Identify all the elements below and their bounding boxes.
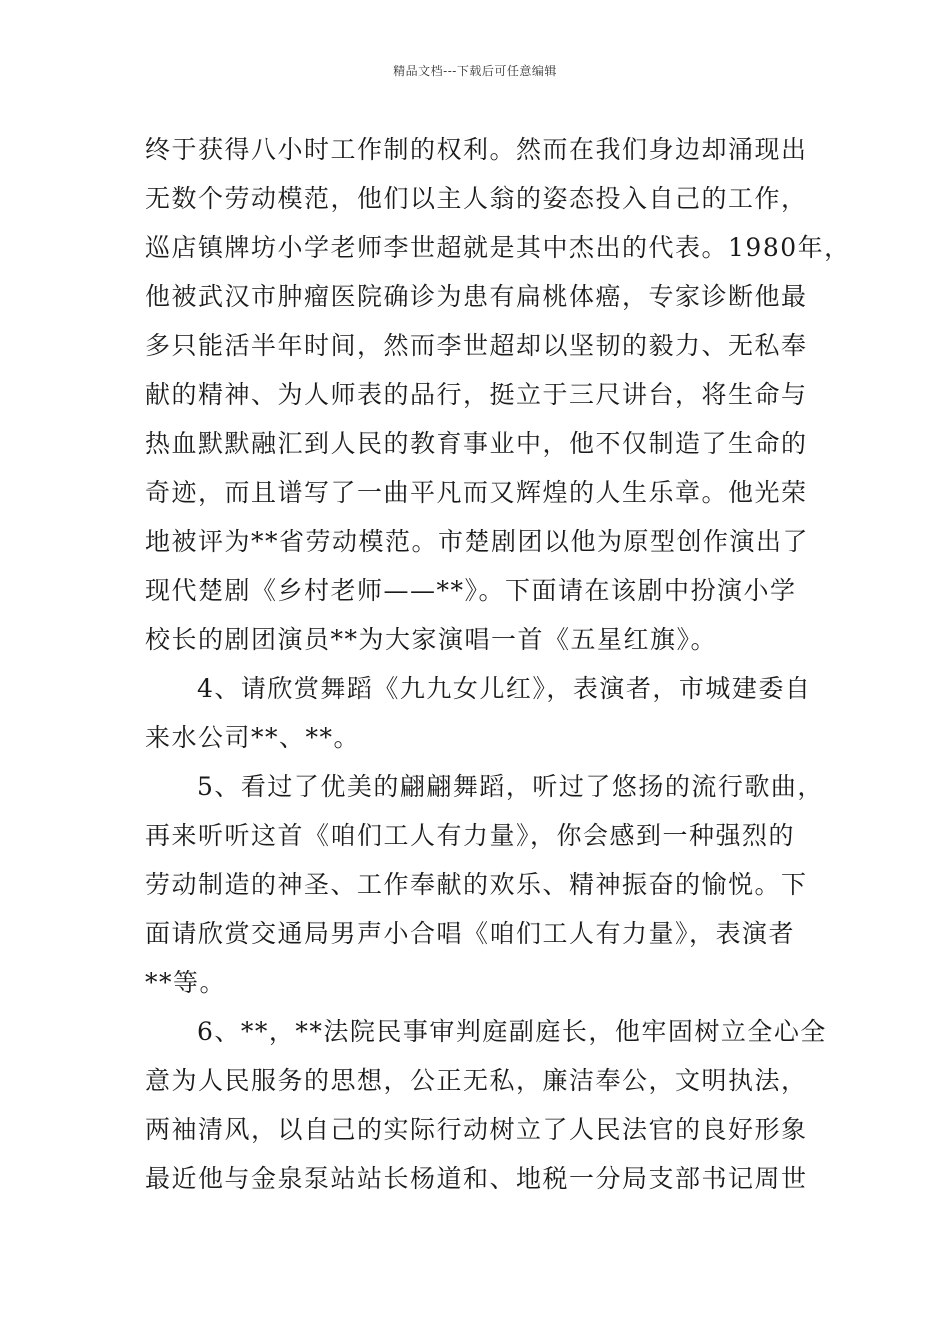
text-line: 无数个劳动模范，他们以主人翁的姿态投入自己的工作， xyxy=(145,184,808,213)
text-line: 6、**，**法院民事审判庭副庭长，他牢固树立全心全 xyxy=(197,1017,827,1046)
text-line: 最近他与金泉泵站站长杨道和、地税一分局支部书记周世 xyxy=(145,1164,808,1193)
text-line: 来水公司**、**。 xyxy=(145,723,361,752)
document-body xyxy=(145,125,851,1203)
paragraph-1 xyxy=(145,125,851,664)
text-line: **等。 xyxy=(145,968,227,997)
text-line: 面请欣赏交通局男声小合唱《咱们工人有力量》，表演者 xyxy=(145,919,796,948)
text-line: 现代楚剧《乡村老师——**》。下面请在该剧中扮演小学 xyxy=(145,576,797,605)
paragraph-3 xyxy=(145,762,824,1007)
text-line: 奇迹，而且谱写了一曲平凡而又辉煌的人生乐章。他光荣 xyxy=(145,478,808,507)
text-line: 巡店镇牌坊小学老师李世超就是其中杰出的代表。1980年， xyxy=(145,233,851,262)
text-line: 4、请欣赏舞蹈《九九女儿红》，表演者，市城建委自 xyxy=(197,674,812,703)
text-line: 终于获得八小时工作制的权利。然而在我们身边却涌现出 xyxy=(145,135,808,164)
paragraph-2 xyxy=(145,664,812,762)
text-line: 5、看过了优美的翩翩舞蹈，听过了悠扬的流行歌曲， xyxy=(197,772,824,801)
text-line: 校长的剧团演员**为大家演唱一首《五星红旗》。 xyxy=(145,625,718,654)
text-line: 热血默默融汇到人民的教育事业中，他不仅制造了生命的 xyxy=(145,429,808,458)
text-line: 两袖清风，以自己的实际行动树立了人民法官的良好形象 xyxy=(145,1115,808,1144)
text-line: 献的精神、为人师表的品行，挺立于三尺讲台，将生命与 xyxy=(145,380,808,409)
text-line: 他被武汉市肿瘤医院确诊为患有扁桃体癌，专家诊断他最 xyxy=(145,282,808,311)
text-line: 再来听听这首《咱们工人有力量》，你会感到一种强烈的 xyxy=(145,821,796,850)
paragraph-4 xyxy=(145,1007,827,1203)
text-line: 劳动制造的神圣、工作奉献的欢乐、精神振奋的愉悦。下 xyxy=(145,870,808,899)
text-line: 多只能活半年时间，然而李世超却以坚韧的毅力、无私奉 xyxy=(145,331,808,360)
page-header: 精品文档---下载后可任意编辑 xyxy=(393,64,557,78)
text-line: 地被评为**省劳动模范。市楚剧团以他为原型创作演出了 xyxy=(145,527,810,556)
text-line: 意为人民服务的思想，公正无私，廉洁奉公，文明执法， xyxy=(145,1066,808,1095)
